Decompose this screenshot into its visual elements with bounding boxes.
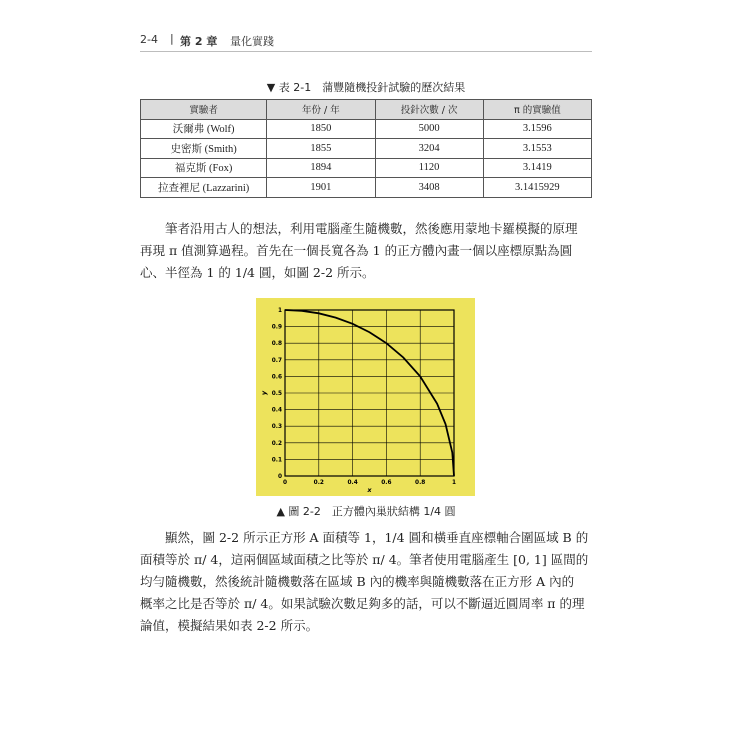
x-tick-label: 0.8 xyxy=(415,480,426,486)
table-cell: 1120 xyxy=(375,158,483,178)
y-tick-label: 0.8 xyxy=(271,341,282,348)
column-header-pi-value: π 的實驗值 xyxy=(483,100,591,120)
table-cell: 3.1596 xyxy=(483,119,591,139)
paragraph-line: 筆者沿用古人的想法，利用電腦產生隨機數，然後應用蒙地卡羅模擬的原理 xyxy=(165,221,578,236)
y-tick-label: 1 xyxy=(277,308,282,314)
paragraph-explanation xyxy=(140,527,592,637)
paragraph-line: 再現 π 值測算過程。首先在一個長寬各為 1 的正方體內畫一個以座標原點為圓 xyxy=(140,243,573,258)
quarter-circle-chart xyxy=(256,298,475,496)
table-cell: 3.1415929 xyxy=(483,178,591,198)
table-cell: 1901 xyxy=(267,178,375,198)
column-header-experimenter: 實驗者 xyxy=(141,100,267,120)
y-tick-label: 0.1 xyxy=(271,457,282,464)
table-cell: 1855 xyxy=(267,139,375,159)
table-row xyxy=(141,178,592,198)
x-tick-label: 1 xyxy=(451,480,457,486)
table-caption: ▼ 表 2-1 蒲豐隨機投針試驗的歷次結果 xyxy=(266,81,466,94)
paragraph-line: 均勻隨機數，然後統計隨機數落在區域 B 內的機率與隨機數落在正方形 A 內的 xyxy=(140,574,575,589)
table-cell: 拉查裡尼 (Lazzarini) xyxy=(141,178,267,198)
table-cell: 3.1419 xyxy=(483,158,591,178)
table-cell: 福克斯 (Fox) xyxy=(141,158,267,178)
table-cell: 3204 xyxy=(375,139,483,159)
y-tick-label: 0.3 xyxy=(271,424,282,431)
table-header-row xyxy=(141,100,592,120)
quarter-circle-figure xyxy=(256,298,475,496)
chapter-title: 量化實踐 xyxy=(230,35,274,48)
y-tick-label: 0.7 xyxy=(271,357,282,364)
paragraph-line: 面積等於 π/ 4，這兩個區域面積之比等於 π/ 4。筆者使用電腦產生 [0, 1] 區間的 xyxy=(140,552,589,567)
y-axis-label: y xyxy=(260,390,268,396)
x-tick-label: 0 xyxy=(282,480,288,486)
column-header-throws: 投針次數 / 次 xyxy=(375,100,483,120)
y-tick-label: 0.4 xyxy=(271,407,282,414)
paragraph-line: 概率之比是否等於 π/ 4。如果試驗次數足夠多的話，可以不斷逼近圓周率 π 的理 xyxy=(140,596,585,611)
table-cell: 1894 xyxy=(267,158,375,178)
x-tick-label: 0.4 xyxy=(347,480,358,486)
table-row xyxy=(141,158,592,178)
table-cell: 3408 xyxy=(375,178,483,198)
figure-caption: ▲ 圖 2-2 正方體內巢狀結構 1/4 圓 xyxy=(276,505,456,518)
paragraph-line: 心、半徑為 1 的 1/4 圓，如圖 2-2 所示。 xyxy=(140,265,375,280)
table-cell: 5000 xyxy=(375,119,483,139)
x-axis-label: x xyxy=(367,486,372,494)
y-tick-label: 0 xyxy=(277,474,282,480)
header-rule xyxy=(140,51,592,52)
paragraph-intro xyxy=(140,218,592,284)
table-cell: 史密斯 (Smith) xyxy=(141,139,267,159)
y-tick-label: 0.2 xyxy=(271,440,282,447)
y-tick-label: 0.6 xyxy=(271,374,282,381)
header-separator: | xyxy=(170,32,174,45)
x-tick-label: 0.2 xyxy=(313,480,324,486)
paragraph-line: 顯然，圖 2-2 所示正方形 A 面積等 1，1/4 圓和橫垂直座標軸合圍區域 B 的 xyxy=(165,530,589,545)
table-cell: 3.1553 xyxy=(483,139,591,159)
page-number: 2-4 xyxy=(140,33,158,46)
y-tick-label: 0.9 xyxy=(271,324,282,331)
table-cell: 沃爾弗 (Wolf) xyxy=(141,119,267,139)
results-table xyxy=(140,99,592,198)
x-tick-label: 0.6 xyxy=(381,480,392,486)
paragraph-line: 論值，模擬結果如表 2-2 所示。 xyxy=(140,618,319,633)
column-header-year: 年份 / 年 xyxy=(267,100,375,120)
table-cell: 1850 xyxy=(267,119,375,139)
page-header xyxy=(140,31,592,51)
table-row xyxy=(141,139,592,159)
y-tick-label: 0.5 xyxy=(271,391,282,397)
chapter-label: 第 2 章 xyxy=(180,35,218,48)
table-row xyxy=(141,119,592,139)
